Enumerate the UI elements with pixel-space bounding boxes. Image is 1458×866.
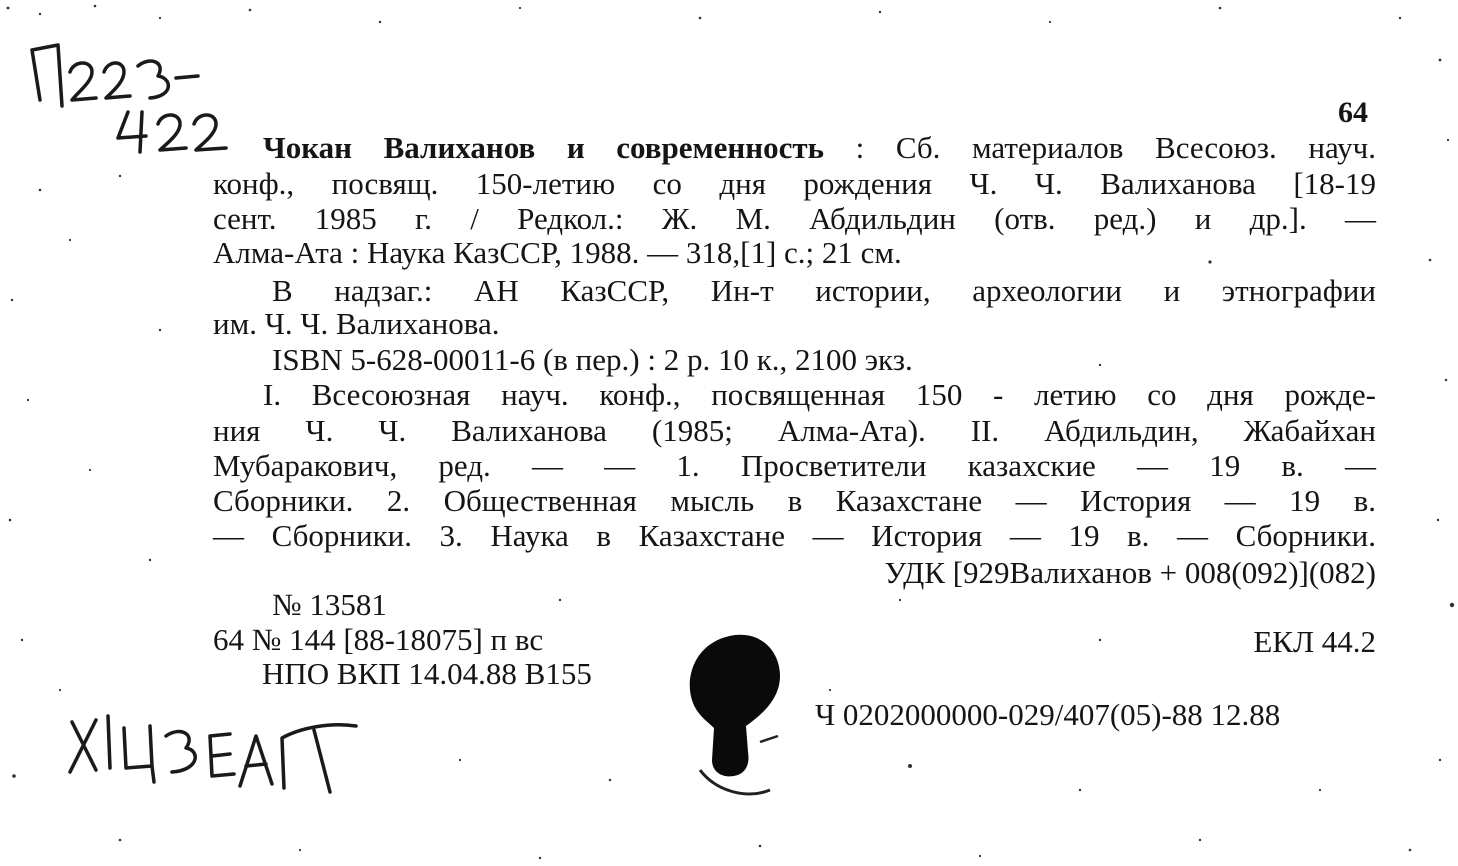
ekl-code: ЕКЛ 44.2 bbox=[1253, 624, 1376, 659]
entry-title-rest: : Сб. материалов Всесоюз. науч. bbox=[824, 130, 1376, 165]
entry-line-2: конф., посвящ. 150-летию со дня рождения Ч. Ч. Валиханова [18-19 bbox=[213, 166, 1376, 201]
tracing-line-4: Сборники. 2. Общественная мысль в Казахстане — История — 19 в. bbox=[213, 483, 1376, 518]
tracing-line-2: ния Ч. Ч. Валиханова (1985; Алма-Ата). II. Абдильдин, Жабайхан bbox=[213, 413, 1376, 448]
isbn-line: ISBN 5-628-00011-6 (в пер.) : 2 р. 10 к., 2100 экз. bbox=[272, 342, 913, 377]
corner-number: 64 bbox=[1338, 96, 1368, 129]
tracing-line-1: I. Всесоюзная науч. конф., посвященная 150 - летию со дня рожде- bbox=[263, 377, 1376, 412]
handwritten-code bbox=[70, 716, 356, 792]
note-line-2: им. Ч. Ч. Валиханова. bbox=[213, 306, 500, 341]
entry-line-4: Алма-Ата : Наука КазССР, 1988. — 318,[1] с.; 21 см. bbox=[213, 235, 902, 270]
tracing-line-5: — Сборники. 3. Наука в Казахстане — История — 19 в. — Сборники. bbox=[213, 518, 1376, 553]
entry-title: Чокан Валиханов и современность bbox=[263, 130, 825, 165]
udk-line: УДК [929Валиханов + 008(092)](082) bbox=[884, 555, 1376, 590]
entry-line-1 bbox=[263, 130, 1376, 166]
tracing-line-3: Мубаракович, ред. — — 1. Просветители казахские — 19 в. — bbox=[213, 448, 1376, 483]
order-line: 64 № 144 [88-18075] п вс bbox=[213, 622, 544, 657]
index-code: Ч 0202000000-029/407(05)-88 12.88 bbox=[815, 697, 1281, 732]
note-line-1: В надзаг.: АН КазССР, Ин-т истории, археологии и этнографии bbox=[272, 273, 1376, 308]
record-number: № 13581 bbox=[272, 587, 387, 622]
printer-line: НПО ВКП 14.04.88 В155 bbox=[262, 656, 592, 691]
handwritten-shelfmark bbox=[32, 45, 226, 152]
entry-line-3: сент. 1985 г. / Редкол.: Ж. М. Абдильдин (отв. ред.) и др.]. — bbox=[213, 201, 1376, 236]
